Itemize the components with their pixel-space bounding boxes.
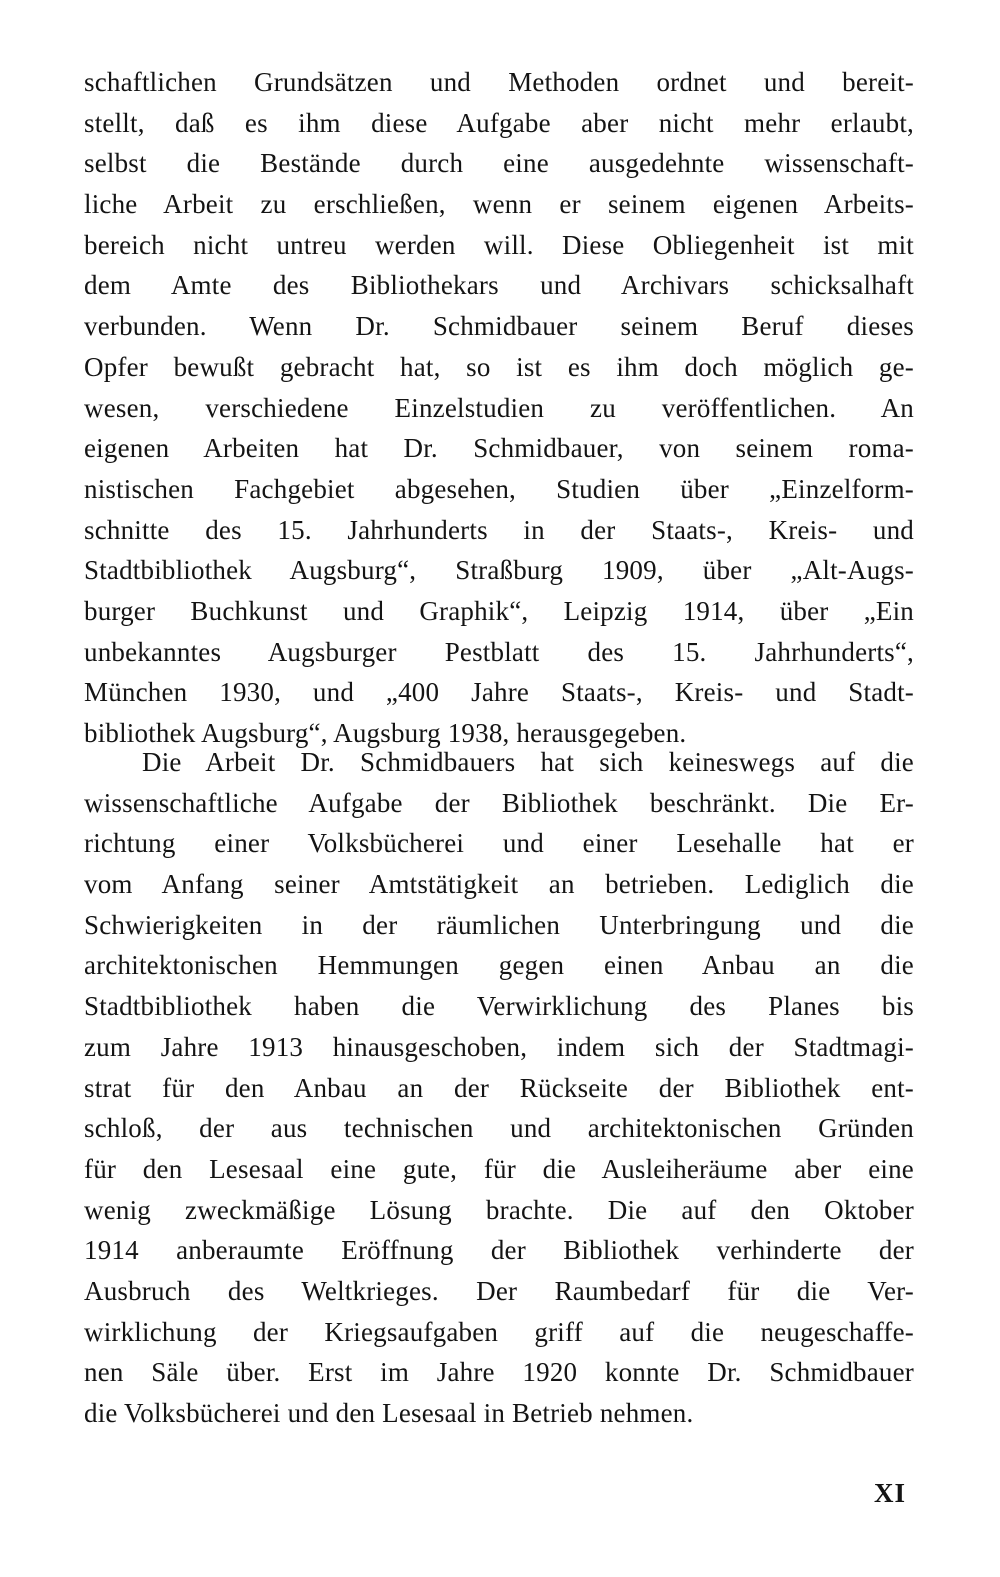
text-line: Stadtbibliothek Augsburg“, Straßburg 1909, über „Alt-Augs- (84, 555, 914, 586)
text-line: wenig zweckmäßige Lösung brachte. Die auf den Oktober (84, 1194, 914, 1225)
text-line: richtung einer Volksbücherei und einer Lesehalle hat er (84, 828, 914, 859)
text-line: wesen, verschiedene Einzelstudien zu veröffentlichen. An (84, 392, 914, 423)
text-line: zum Jahre 1913 hinausgeschoben, indem sich der Stadtmagi- (84, 1031, 914, 1062)
text-line: bereich nicht untreu werden will. Diese Obliegenheit ist mit (84, 229, 914, 260)
text-line: Stadtbibliothek haben die Verwirklichung des Planes bis (84, 991, 914, 1022)
text-line: die Volksbücherei und den Lesesaal in Betrieb nehmen. (84, 1398, 694, 1428)
text-line: schnitte des 15. Jahrhunderts in der Staats-, Kreis- und (84, 514, 914, 545)
text-line: selbst die Bestände durch eine ausgedehnte wissenschaft- (84, 148, 914, 179)
text-line: wissenschaftliche Aufgabe der Bibliothek beschränkt. Die Er- (84, 787, 914, 818)
text-line: schaftlichen Grundsätzen und Methoden ordnet und bereit- (84, 67, 914, 97)
text-line: für den Lesesaal eine gute, für die Ausleiheräume aber eine (84, 1153, 914, 1184)
text-line: Ausbruch des Weltkrieges. Der Raumbedarf für die Ver- (84, 1275, 914, 1306)
text-line: architektonischen Hemmungen gegen einen Anbau an die (84, 950, 914, 981)
text-line: dem Amte des Bibliothekars und Archivars schicksalhaft (84, 270, 914, 301)
text-line: burger Buchkunst und Graphik“, Leipzig 1914, über „Ein (84, 595, 914, 626)
text-line: München 1930, und „400 Jahre Staats-, Kreis- und Stadt- (84, 677, 914, 708)
text-line: schloß, der aus technischen und architektonischen Gründen (84, 1113, 914, 1144)
text-line: unbekanntes Augsburger Pestblatt des 15. Jahrhunderts“, (84, 636, 914, 667)
text-line: 1914 anberaumte Eröffnung der Bibliothek verhinderte der (84, 1235, 914, 1266)
text-line: Schwierigkeiten in der räumlichen Unterbringung und die (84, 909, 914, 940)
text-line: verbunden. Wenn Dr. Schmidbauer seinem Beruf dieses (84, 311, 914, 342)
text-line: bibliothek Augsburg“, Augsburg 1938, herausgegeben. (84, 718, 687, 748)
page-number: XI (873, 1478, 906, 1508)
text-line: nistischen Fachgebiet abgesehen, Studien über „Einzelform- (84, 473, 914, 504)
text-line: Die Arbeit Dr. Schmidbauers hat sich keineswegs auf die (142, 747, 914, 777)
text-line: eigenen Arbeiten hat Dr. Schmidbauer, von seinem roma- (84, 433, 914, 464)
paragraph-2 (84, 742, 914, 1434)
text-line: Opfer bewußt gebracht hat, so ist es ihm doch möglich ge- (84, 351, 914, 382)
text-line: wirklichung der Kriegsaufgaben griff auf die neugeschaffe- (84, 1316, 914, 1347)
text-line: strat für den Anbau an der Rückseite der Bibliothek ent- (84, 1072, 914, 1103)
text-line: vom Anfang seiner Amtstätigkeit an betrieben. Lediglich die (84, 869, 914, 900)
text-line: liche Arbeit zu erschließen, wenn er seinem eigenen Arbeits- (84, 189, 914, 220)
text-line: stellt, daß es ihm diese Aufgabe aber nicht mehr erlaubt, (84, 107, 914, 138)
text-line: nen Säle über. Erst im Jahre 1920 konnte Dr. Schmidbauer (84, 1357, 914, 1388)
paragraph-1 (84, 62, 914, 754)
